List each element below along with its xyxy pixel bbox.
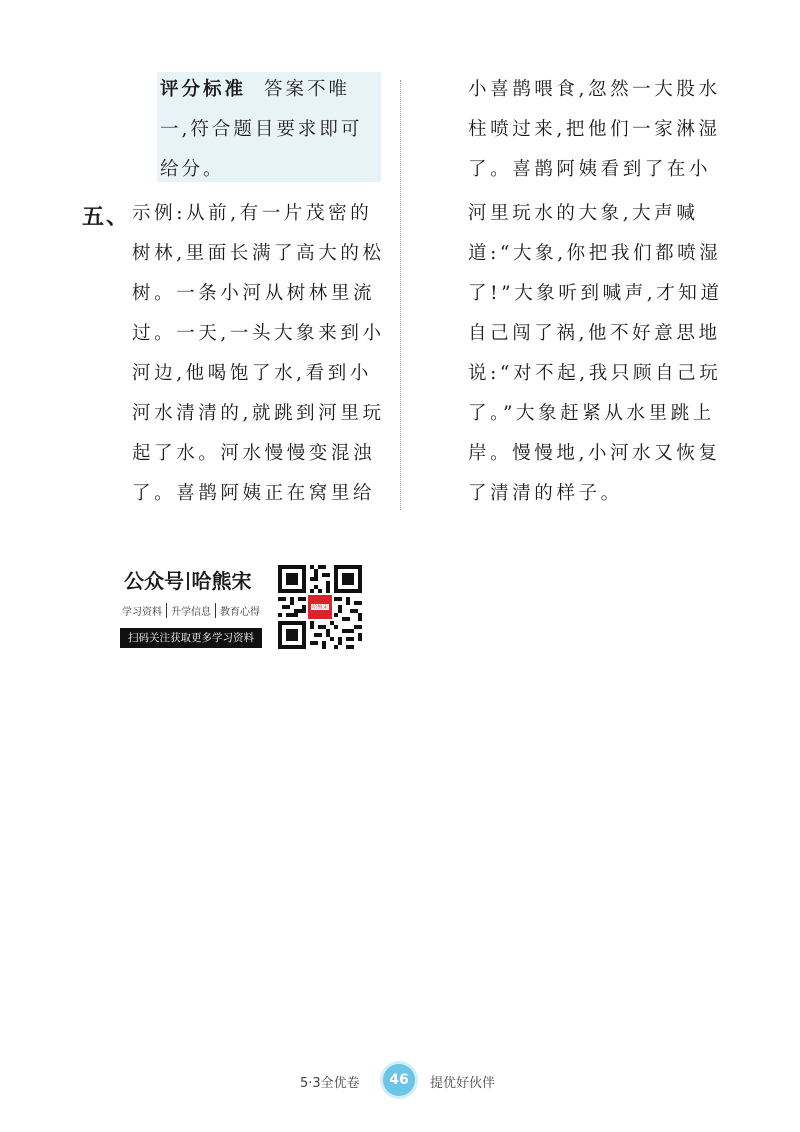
answer-line: 岸。慢慢地,小河水又恢复 [468, 443, 721, 464]
answer-line: 树。一条小河从树林里流 [132, 283, 376, 304]
answer-line: 树林,里面长满了高大的松 [132, 243, 385, 264]
answer-line: 示例:从前,有一片茂密的 [132, 203, 373, 224]
answer-line: 过。一天,一头大象来到小 [132, 323, 385, 344]
footer-series-name: 5·3全优卷 [300, 1076, 360, 1091]
scoring-line-2: 一,符合题目要求即可 [160, 119, 363, 140]
promo-title-left: 公众号 [124, 569, 184, 593]
promo-tags [122, 603, 264, 618]
column-divider [400, 80, 401, 510]
promo-block [118, 565, 368, 655]
footer-slogan: 提优好伙伴 [430, 1076, 496, 1091]
scoring-text-1: 答案不唯 [264, 79, 351, 100]
promo-title-separator [187, 572, 189, 590]
answer-line: 说:“对不起,我只顾自己玩 [468, 363, 722, 384]
answer-line: 小喜鹊喂食,忽然一大股水 [468, 79, 721, 100]
answer-line: 河边,他喝饱了水,看到小 [132, 363, 372, 384]
promo-tag: 升学信息 [166, 603, 215, 618]
answer-line: 自己闯了祸,他不好意思地 [468, 323, 721, 344]
answer-line: 了。喜鹊阿姨正在窝里给 [132, 483, 376, 504]
answer-line: 了。喜鹊阿姨看到了在小 [468, 159, 712, 180]
question-number: 五、 [82, 205, 131, 230]
promo-tag: 学习资料 [122, 607, 162, 618]
qr-logo-label: 哈熊宋 [312, 604, 328, 611]
promo-title-right: 哈熊宋 [191, 569, 252, 593]
answer-line: 道:“大象,你把我们都喷湿 [468, 243, 722, 264]
answer-line: 了。”大象赶紧从水里跳上 [468, 403, 715, 424]
answer-line: 起了水。河水慢慢变混浊 [132, 443, 376, 464]
scoring-line-1 [160, 78, 350, 102]
qr-code[interactable] [278, 565, 362, 649]
answer-line: 河里玩水的大象,大声喊 [468, 203, 699, 224]
scoring-line-3: 给分。 [160, 159, 225, 180]
answer-line: 了!”大象听到喊声,才知道 [468, 283, 723, 304]
page-footer [0, 1064, 800, 1096]
scoring-title: 评分标准 [160, 79, 247, 100]
promo-banner: 扫码关注获取更多学习资料 [120, 628, 262, 648]
promo-tag: 教育心得 [215, 603, 264, 618]
answer-line: 柱喷过来,把他们一家淋湿 [468, 119, 721, 140]
page-number-badge: 46 [383, 1064, 415, 1096]
answer-line: 了清清的样子。 [468, 483, 623, 504]
answer-line: 河水清清的,就跳到河里玩 [132, 403, 385, 424]
promo-title [124, 565, 252, 594]
